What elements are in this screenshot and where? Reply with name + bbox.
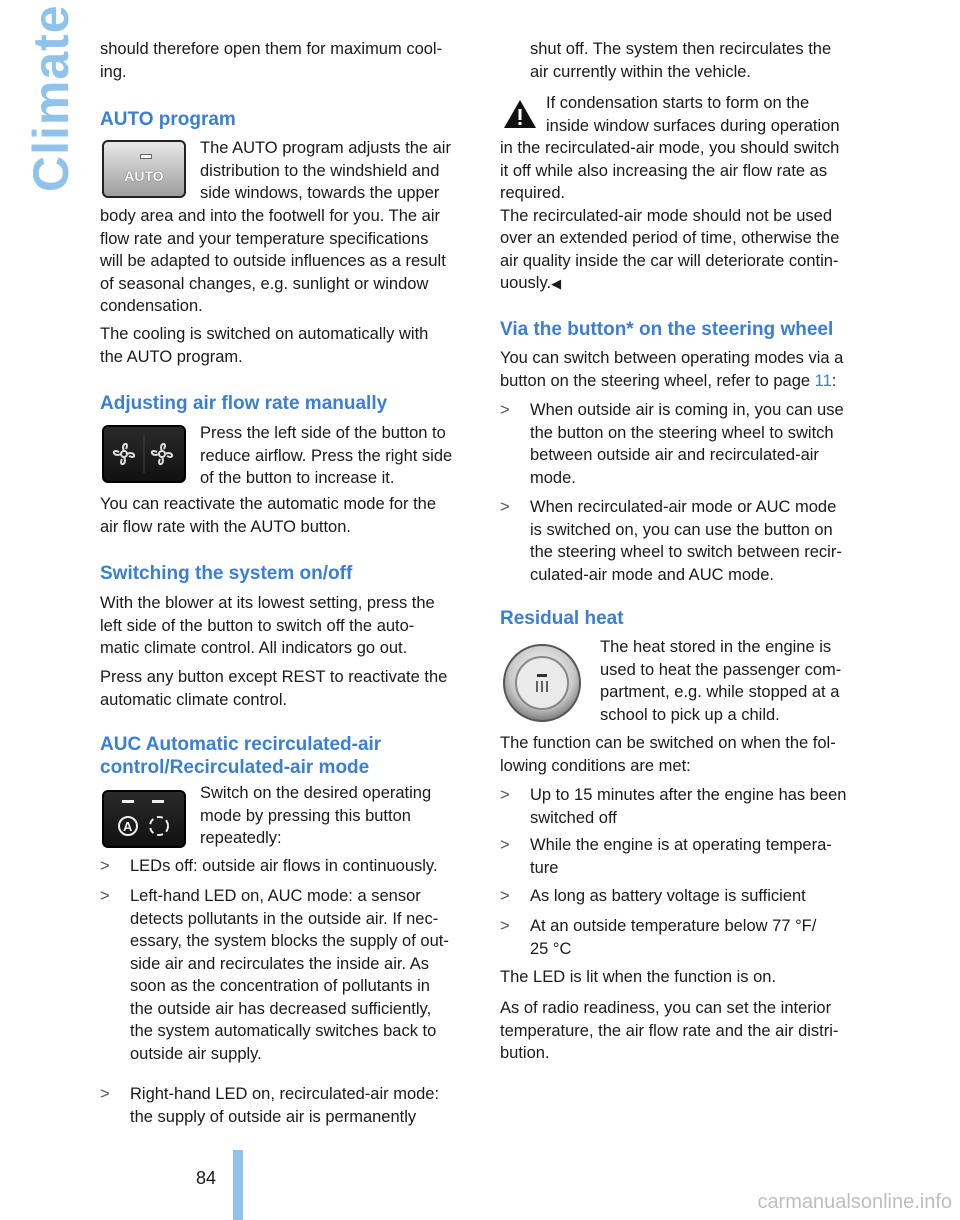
airflow-p2-line: You can reactivate the automatic mode for the [100, 495, 437, 513]
residual-p3: The LED is lit when the function is on. [500, 968, 777, 986]
switch-p1-line: matic climate control. All indicators go out. [100, 639, 408, 657]
residual-p4 [500, 997, 872, 1065]
bullet-line: Right-hand LED on, recirculated-air mode: [130, 1085, 440, 1103]
bullet-marker: > [100, 887, 110, 905]
bullet-line: the supply of outside air is permanently [130, 1107, 417, 1126]
bullet-line: detects pollutants in the outside air. If nec- [130, 909, 439, 928]
residual-p2 [500, 732, 872, 777]
bullet-line: side air and recirculates the inside air. As [130, 954, 429, 973]
bullet-marker: > [100, 857, 110, 875]
bullet-marker: > [500, 401, 510, 419]
warning-line: required. [500, 184, 566, 202]
auto-p1-line: body area and into the footwell for you. The air [100, 207, 440, 225]
residual-p1-line: The heat stored in the engine is [600, 638, 832, 656]
steering-line-2 [500, 370, 872, 393]
bullet-marker: > [500, 836, 510, 854]
svg-text:A: A [123, 819, 133, 834]
bullet-marker: > [500, 786, 510, 804]
bullet-line: At an outside temperature below 77 °F/ [530, 917, 817, 935]
recirculate-icon [104, 792, 184, 846]
auto-p1-line: of seasonal changes, e.g. sunlight or window [100, 274, 429, 293]
airflow-p1-line: reduce airflow. Press the right side [200, 446, 453, 465]
warning-p-b [500, 137, 872, 296]
auc-p1-line: Switch on the desired operating [200, 784, 432, 802]
bullet-line: the outside air has decreased sufficiently, [130, 999, 432, 1018]
residual-p1-line: partment, e.g. while stopped at a [600, 683, 840, 701]
auto-heading: AUTO program [100, 109, 236, 130]
airflow-p2-line: air flow rate with the AUTO button. [100, 517, 351, 536]
switch-p1-line: left side of the button to switch off the auto- [100, 616, 415, 635]
intro-text [100, 38, 470, 83]
auto-p2-line: the AUTO program. [100, 347, 243, 366]
auto-p1-line: will be adapted to outside influences as a result [100, 252, 446, 270]
bullet-line: When recirculated-air mode or AUC mode [530, 498, 837, 516]
bullet-line: Up to 15 minutes after the engine has been [530, 786, 847, 804]
steering-line: : [831, 371, 837, 390]
bullet-line: the system automatically switches back to [130, 1022, 437, 1040]
warning-line: air quality inside the car will deteriorate contin- [500, 251, 839, 270]
warning-line: in the recirculated-air mode, you should switch [500, 139, 840, 157]
bullet-marker: > [100, 1085, 110, 1103]
bullet-line: culated-air mode and AUC mode. [530, 565, 774, 584]
bullet-line: between outside air and recirculated-air [530, 446, 819, 464]
page-bar [233, 1150, 243, 1220]
residual-p1 [600, 636, 872, 726]
bullet-line: Left-hand LED on, AUC mode: a sensor [130, 887, 421, 905]
airflow-p2 [100, 493, 470, 538]
airflow-p1-line: Press the left side of the button to [200, 424, 446, 442]
bullet-line: switched off [530, 808, 617, 827]
steering-line: button on the steering wheel, refer to page [500, 371, 811, 390]
intro-line-2: ing. [100, 62, 127, 81]
switch-heading: Switching the system on/off [100, 563, 353, 584]
warning-line: The recirculated-air mode should not be used [500, 206, 833, 225]
warning-icon [502, 98, 538, 130]
chapter-title-text: Climate [23, 4, 79, 192]
chapter-title [22, 4, 82, 200]
auto-p1-line: distribution to the windshield and [200, 161, 440, 180]
airflow-p1 [200, 422, 470, 490]
auto-p1-line: The AUTO program adjusts the air [200, 139, 451, 157]
auc-heading-line: control/Recirculated-air mode [100, 757, 370, 778]
auto-button-image [102, 140, 186, 198]
residual-p2-line: The function can be switched on when the fol- [500, 734, 836, 752]
switch-p1 [100, 592, 470, 660]
auto-p1b [100, 205, 470, 318]
bullet-line: When outside air is coming in, you can use [530, 401, 844, 419]
bullet-line: essary, the system blocks the supply of out- [130, 932, 449, 950]
switch-p2-line: automatic climate control. [100, 690, 288, 709]
steering-line: You can switch between operating modes via a [500, 349, 844, 367]
auc-heading-line: AUC Automatic recirculated-air [100, 734, 382, 755]
auc-button-image [102, 790, 186, 848]
bullet-line: is switched on, you can use the button on [530, 520, 833, 539]
warning-line: it off while also increasing the air flow rate as [500, 161, 828, 180]
fan-icon [104, 427, 184, 481]
warning-line: inside window surfaces during operation [546, 116, 840, 135]
watermark: carmanualsonline.info [757, 1191, 952, 1213]
steering-p [500, 347, 872, 392]
bullet-line: outside air supply. [130, 1044, 262, 1063]
auc-p1-line: mode by pressing this button [200, 806, 411, 825]
warning-line: over an extended period of time, otherwise the [500, 229, 840, 247]
bullet-line: the steering wheel to switch between recir- [530, 543, 842, 561]
bullet-line: ture [530, 858, 559, 877]
residual-p4-line: temperature, the air flow rate and the air distri- [500, 1021, 839, 1040]
steering-heading: Via the button* on the steering wheel [500, 319, 834, 340]
warning-line: uously. [500, 274, 552, 292]
continued-text [530, 38, 872, 83]
auto-p1a [200, 137, 470, 205]
bullet-line: 25 °C [530, 939, 572, 958]
bullet-marker: > [500, 917, 510, 935]
auto-p2 [100, 323, 470, 368]
auto-button-label: AUTO [124, 168, 164, 184]
auc-p1-line: repeatedly: [200, 829, 282, 847]
bullet-line: the button on the steering wheel to switch [530, 423, 834, 442]
page-link[interactable]: 11 [814, 371, 832, 390]
airflow-p1-line: of the button to increase it. [200, 469, 395, 487]
airflow-heading: Adjusting air flow rate manually [100, 393, 388, 414]
residual-p4-line: bution. [500, 1044, 550, 1062]
residual-p2-line: lowing conditions are met: [500, 756, 691, 775]
warning-p-a [546, 92, 872, 137]
residual-heading: Residual heat [500, 608, 624, 629]
bullet-marker: > [500, 498, 510, 516]
auto-p1-line: condensation. [100, 297, 203, 315]
page-number: 84 [196, 1168, 217, 1188]
warning-line-last [500, 272, 872, 296]
bullet-line: While the engine is at operating tempera- [530, 836, 832, 854]
bullet-line: soon as the concentration of pollutants in [130, 977, 430, 995]
switch-p2-line: Press any button except REST to reactivate the [100, 668, 448, 686]
switch-p1-line: With the blower at its lowest setting, press the [100, 594, 435, 612]
warning-line: If condensation starts to form on the [546, 94, 810, 112]
auto-p1-line: side windows, towards the upper [200, 184, 440, 202]
end-mark-icon: ◀ [551, 276, 562, 291]
auto-p1-line: flow rate and your temperature specifications [100, 229, 429, 248]
residual-heat-button-image [502, 643, 582, 723]
residual-p1-line: school to pick up a child. [600, 705, 780, 724]
bullet-line: mode. [530, 468, 576, 487]
auto-p2-line: The cooling is switched on automatically with [100, 325, 429, 343]
bullet-line: LEDs off: outside air flows in continuously. [130, 857, 438, 875]
switch-p2 [100, 666, 470, 711]
continued-line: shut off. The system then recirculates the [530, 40, 832, 58]
fan-button-image [102, 425, 186, 483]
residual-p1-line: used to heat the passenger com- [600, 660, 842, 679]
auc-heading [100, 733, 381, 779]
auc-p1 [200, 782, 470, 850]
intro-line-1: should therefore open them for maximum cool- [100, 40, 443, 58]
residual-p4-line: As of radio readiness, you can set the interior [500, 999, 832, 1017]
continued-line: air currently within the vehicle. [530, 62, 752, 81]
bullet-marker: > [500, 887, 510, 905]
bullet-line: As long as battery voltage is sufficient [530, 887, 806, 905]
